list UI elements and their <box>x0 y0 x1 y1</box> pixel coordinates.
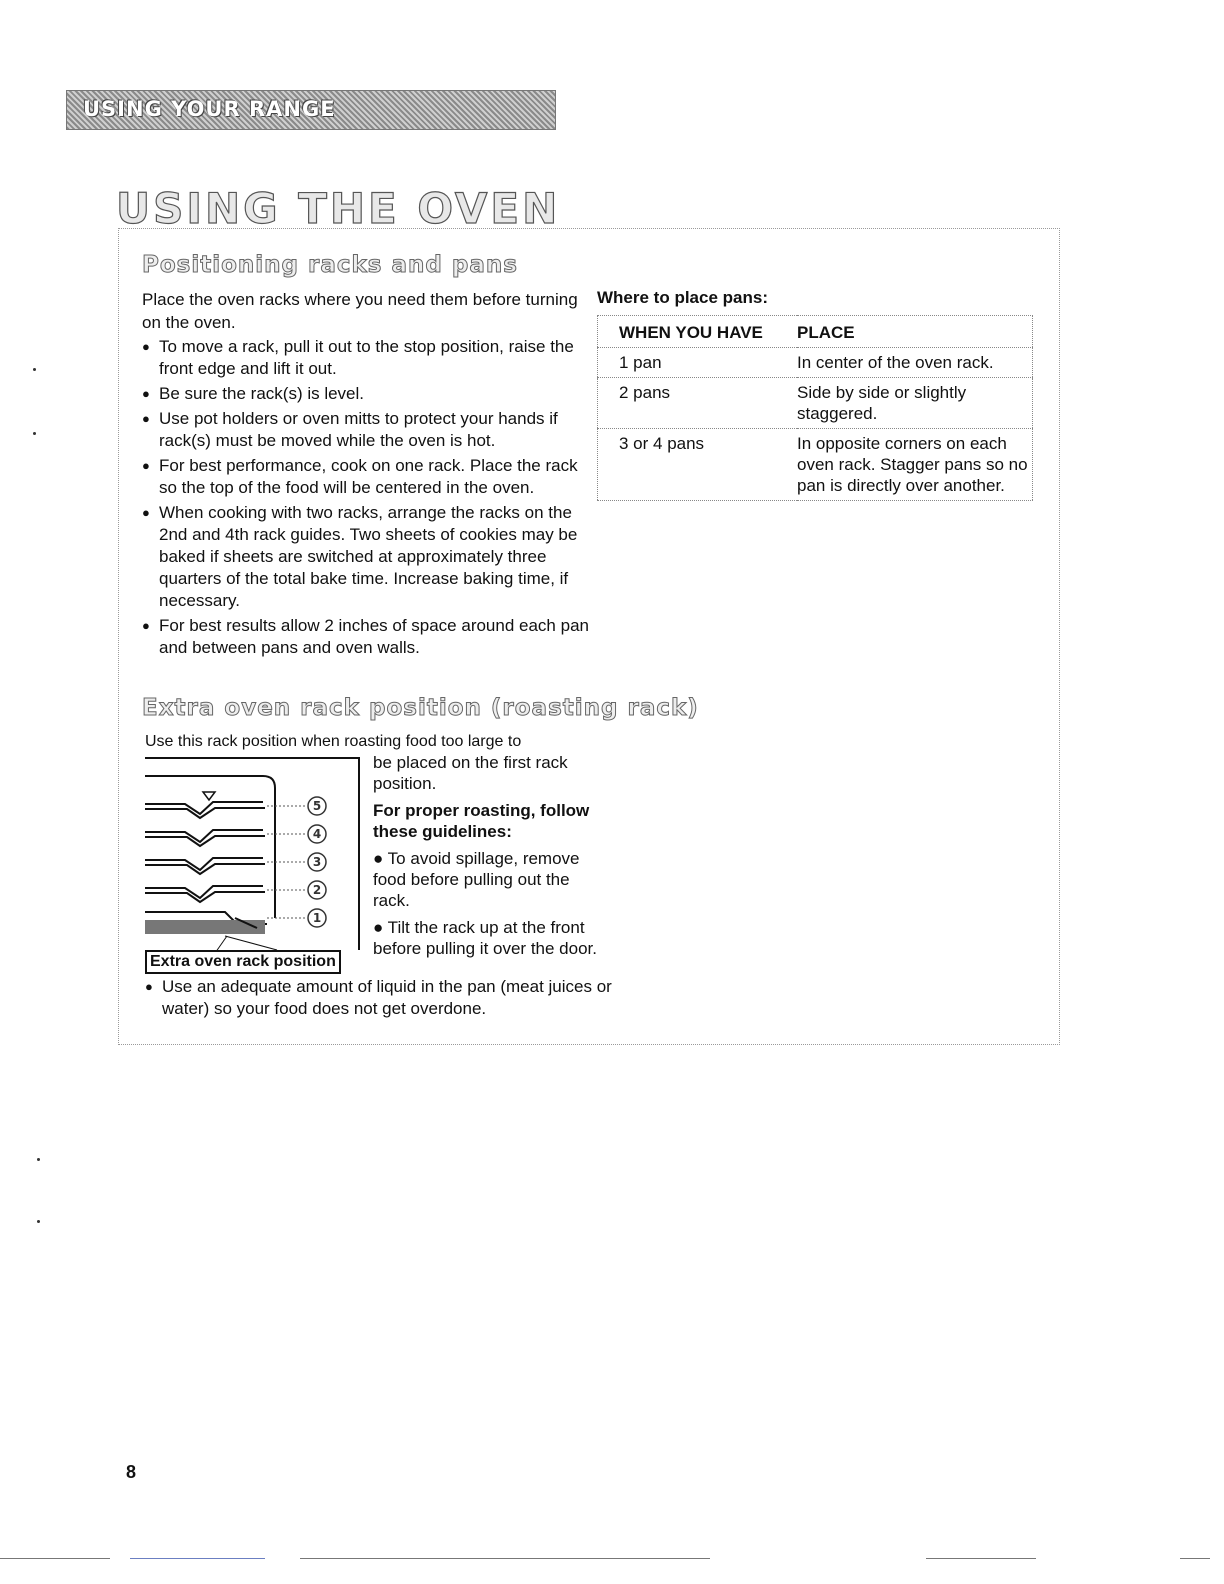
oven-rack-illustration <box>145 756 361 974</box>
banner-label: USING YOUR RANGE <box>83 97 336 121</box>
list-item: ● Use pot holders or oven mitts to protect your hands if rack(s) must be moved while the oven is hot. <box>142 408 597 452</box>
margin-mark <box>37 1158 40 1161</box>
table-header-row <box>598 316 1033 348</box>
section-banner <box>66 90 556 130</box>
figure-caption: Extra oven rack position <box>145 950 341 974</box>
rack-label-1: 1 <box>312 911 322 925</box>
oven-rack-diagram <box>145 756 361 974</box>
list-item: ● Be sure the rack(s) is level. <box>142 383 597 405</box>
table-row <box>598 429 1033 501</box>
roasting-liquid-bullet: ● Use an adequate amount of liquid in the pan (meat juices or water) so your food does not get overdone. <box>145 976 622 1020</box>
list-item: ● When cooking with two racks, arrange the racks on the 2nd and 4th rack guides. Two sheets of cookies may be baked if sheets are switched at approximately three quarters of the total bake time. Increase baking time, if necessary. <box>142 502 597 612</box>
pan-table-title: Where to place pans: <box>597 288 768 307</box>
guideline-item: ● To avoid spillage, remove food before pulling out the rack. <box>373 849 580 910</box>
table-cell: Side by side or slightly staggered. <box>797 383 967 423</box>
page-number: 8 <box>126 1462 137 1482</box>
guideline-item: ● Tilt the rack up at the front before pulling it over the door. <box>373 918 597 958</box>
table-cell: 2 pans <box>619 383 671 402</box>
page-title: USING THE OVEN <box>116 184 561 233</box>
list-item: ● To move a rack, pull it out to the stop position, raise the front edge and lift it out. <box>142 336 597 380</box>
table-cell: In opposite corners on each oven rack. Stagger pans so no pan is directly over another. <box>797 434 1028 495</box>
margin-mark <box>37 1220 40 1223</box>
positioning-intro: Place the oven racks where you need them before turning on the oven. <box>142 290 578 332</box>
guidelines-title: For proper roasting, follow these guidelines: <box>373 801 590 841</box>
table-cell: 1 pan <box>619 353 662 372</box>
rack-label-3: 3 <box>312 855 322 869</box>
rack-label-2: 2 <box>312 883 322 897</box>
footer-rule <box>300 1558 710 1559</box>
table-row <box>598 378 1033 429</box>
roasting-side-text <box>373 752 603 965</box>
list-item: ● For best performance, cook on one rack. Place the rack so the top of the food will be centered in the oven. <box>142 455 597 499</box>
pan-placement-table <box>597 315 1033 501</box>
footer-rule <box>0 1558 110 1559</box>
rack-label-5: 5 <box>312 799 322 813</box>
column-header-when: WHEN YOU HAVE <box>619 323 763 342</box>
section-heading-positioning: Positioning racks and pans <box>142 252 518 278</box>
footer-rule <box>1180 1558 1210 1559</box>
positioning-bullet-list <box>142 336 597 662</box>
roasting-intro: Use this rack position when roasting food too large to <box>145 733 522 750</box>
table-row <box>598 348 1033 378</box>
list-item: ● For best results allow 2 inches of space around each pan and between pans and oven walls. <box>142 615 597 659</box>
section-heading-extra-rack: Extra oven rack position (roasting rack) <box>142 695 699 721</box>
margin-mark <box>33 432 36 435</box>
roasting-continued: be placed on the first rack position. <box>373 753 568 793</box>
footer-rule <box>926 1558 1036 1559</box>
table-cell: 3 or 4 pans <box>619 434 705 453</box>
column-header-place: PLACE <box>797 323 855 342</box>
rack-label-4: 4 <box>312 827 322 841</box>
footer-rule <box>130 1558 265 1559</box>
table-cell: In center of the oven rack. <box>797 353 994 372</box>
margin-mark <box>33 368 36 371</box>
